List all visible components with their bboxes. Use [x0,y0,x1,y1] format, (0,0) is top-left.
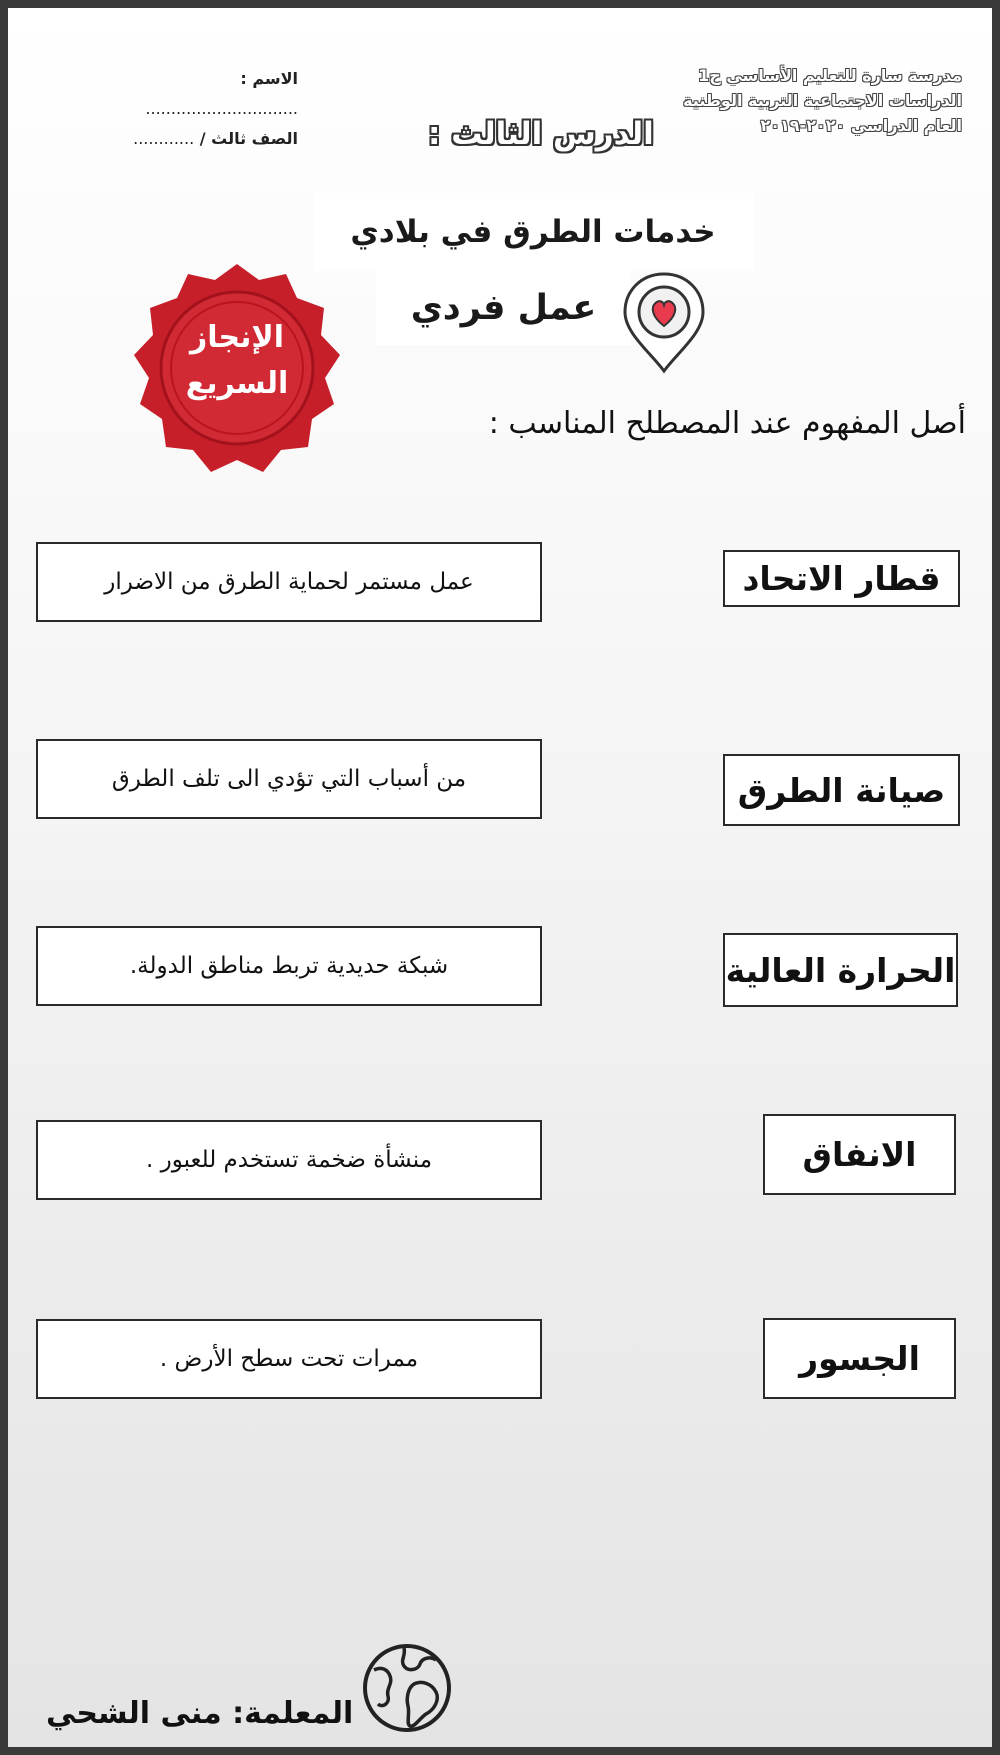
topic-title: خدمات الطرق في بلادي [350,214,716,250]
term-box-4[interactable]: الانفاق [763,1114,956,1195]
school-name: مدرسة سارة للتعليم الأساسي ح1 [698,66,962,85]
lesson-title: الدرس الثالث : [428,116,654,152]
topic-banner [313,193,753,271]
teacher-name: المعلمة: منى الشحي [46,1696,354,1731]
definition-box-1[interactable]: عمل مستمر لحماية الطرق من الاضرار [36,542,542,622]
school-header [632,63,962,138]
name-dots: .............................. [145,99,298,118]
academic-year: العام الدراسي ٢٠٢٠-٢٠١٩ [760,116,962,135]
name-label: الاسم : [240,69,298,88]
term-box-5[interactable]: الجسور [763,1318,956,1399]
definition-box-4[interactable]: منشأة ضخمة تستخدم للعبور . [36,1120,542,1200]
seal-line-2: السريع [185,366,289,401]
worksheet-page [8,8,992,1747]
work-type-label: عمل فردي [410,288,597,328]
work-type-banner [376,271,631,345]
instruction-text: أصل المفهوم عند المصطلح المناسب : [488,406,966,441]
class-line[interactable] [98,124,298,154]
location-heart-icon [620,270,708,376]
student-info [98,64,298,154]
seal-label [126,315,348,407]
name-line[interactable] [98,64,298,124]
globe-icon [360,1640,454,1736]
class-label: الصف ثالث / [199,129,298,148]
class-dots: ............ [133,129,195,148]
seal-line-1: الإنجاز [189,320,285,355]
subject-name: الدراسات الاجتماعية التربية الوطنية [683,91,962,110]
term-box-2[interactable]: صيانة الطرق [723,754,960,826]
term-box-3[interactable]: الحرارة العالية [723,933,958,1007]
definition-box-3[interactable]: شبكة حديدية تربط مناطق الدولة. [36,926,542,1006]
definition-box-2[interactable]: من أسباب التي تؤدي الى تلف الطرق [36,739,542,819]
term-box-1[interactable]: قطار الاتحاد [723,550,960,607]
definition-box-5[interactable]: ممرات تحت سطح الأرض . [36,1319,542,1399]
